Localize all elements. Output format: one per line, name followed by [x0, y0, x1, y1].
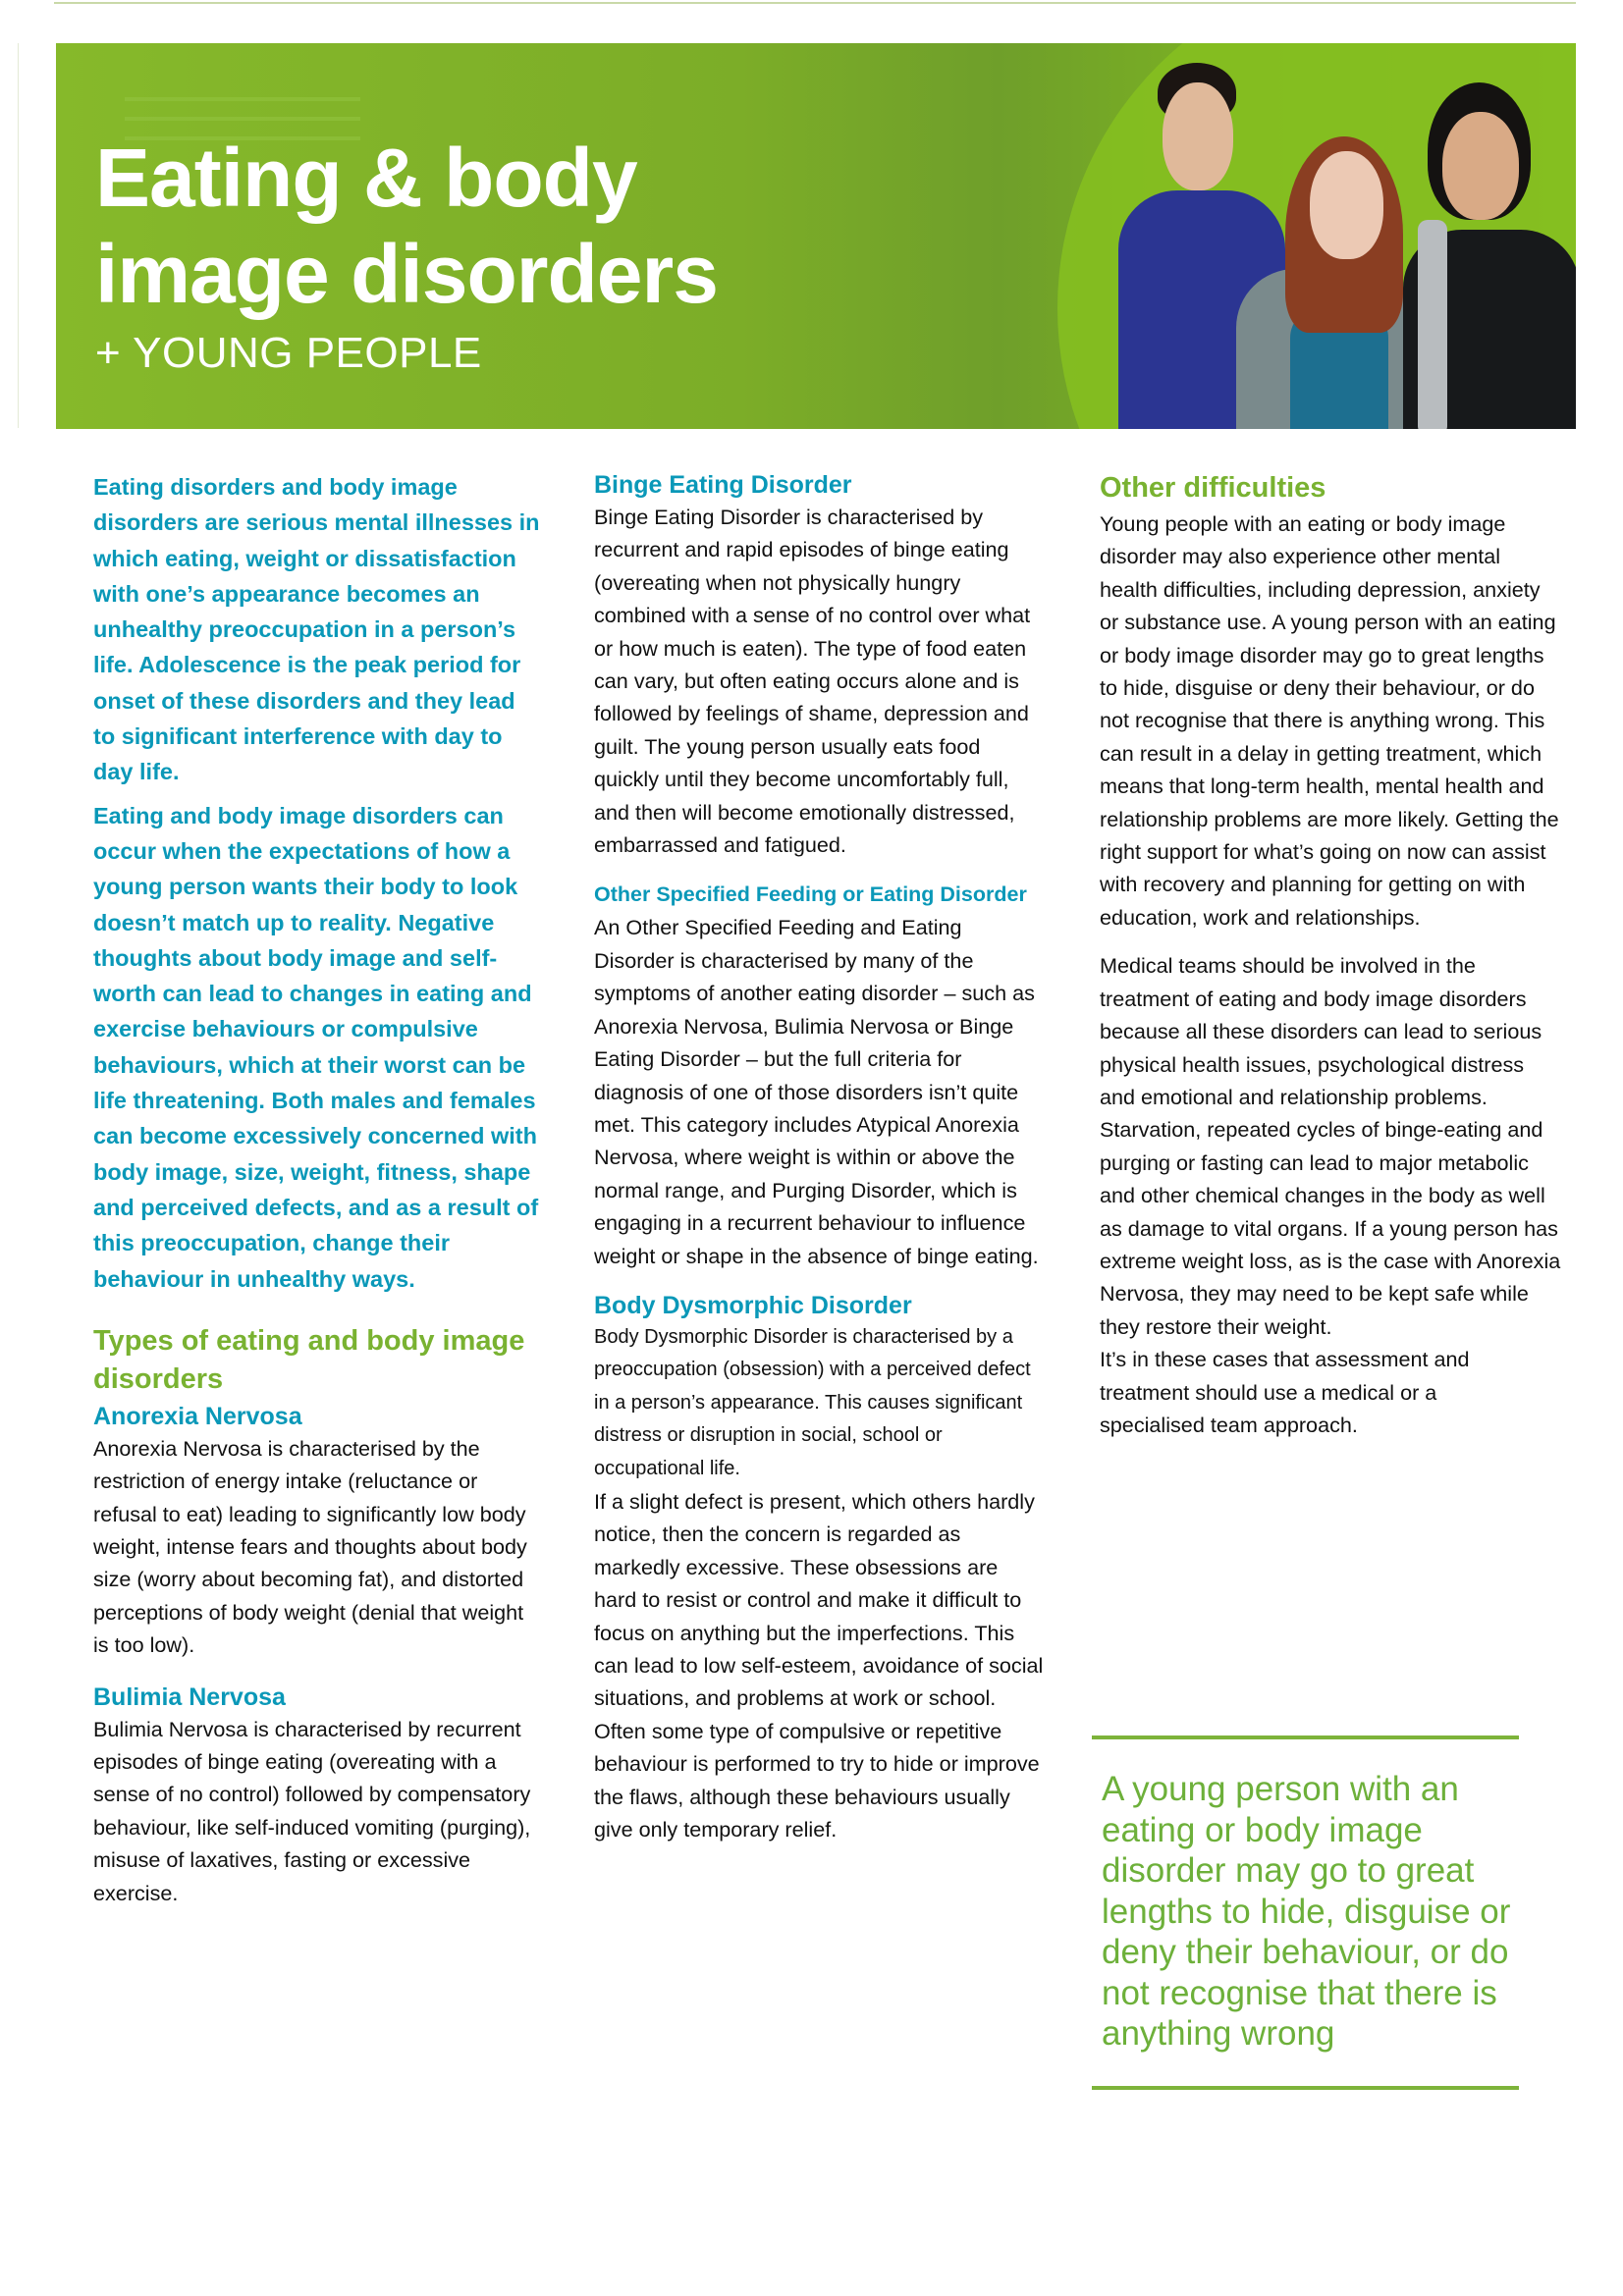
- bulimia-body: Bulimia Nervosa is characterised by recurrent episodes of binge eating (overeating with a sense of no control) followed by compensatory behaviour, like self-induced vomiting (purging), misuse of laxatives, fasting or excessive exercise.: [93, 1716, 531, 1905]
- types-heading: Types of eating and body image disorders: [93, 1324, 525, 1395]
- hero-photo: [1118, 43, 1576, 429]
- binge-eating-heading: Binge Eating Disorder: [594, 471, 852, 499]
- anorexia-heading: Anorexia Nervosa: [93, 1402, 302, 1430]
- page-title: [95, 130, 718, 322]
- pull-quote: [1092, 1735, 1519, 2090]
- intro-paragraph-2: Eating and body image disorders can occur when the expectations of how a young person wants their body to look doesn’t match up to reality. Negative thoughts about body image and self-worth can lead to changes in eating and exercise behaviours or compulsive behaviours, which at their worst can be life threatening. Both males and females can become excessively concerned with body image, size, weight, fitness, shape and perceived defects, and as a result of this preoccupation, change their behaviour in unhealthy ways.: [93, 802, 539, 1292]
- binge-eating-body: Binge Eating Disorder is characterised by recurrent and rapid episodes of binge eating (overeating when not physically hungry combined with a sense of no control over what or how much is eaten). The type of food eaten can vary, but often eating occurs alone and is followed by feelings of shame, depression and guilt. The young person usually eats food quickly until they become uncomfortably full, and then will become emotionally distressed, embarrassed and fatigued.: [594, 505, 1031, 858]
- bdd-heading: Body Dysmorphic Disorder: [594, 1291, 912, 1319]
- column-middle: [594, 469, 1046, 1845]
- bdd-body: Body Dysmorphic Disorder is characterised by a preoccupation (obsession) with a perceived defect in a person’s appearance. This causes significant distress or disruption in social, school or occupational life.: [594, 1325, 1031, 1479]
- top-rule: [54, 2, 1576, 4]
- left-rule: [18, 43, 19, 428]
- hero-banner: [56, 43, 1576, 429]
- intro-paragraph-1: Eating disorders and body image disorders are serious mental illnesses in which eating, weight or dissatisfaction with one’s appearance becomes an unhealthy preoccupation in a person’s life. Adolescence is the peak period for onset of these disorders and they lead to significant interference with day to day life.: [93, 474, 540, 785]
- banner-stripe: [125, 97, 360, 101]
- pull-quote-text: A young person with an eating or body image disorder may go to great lengths to hide, disguise or deny their behaviour, or do not recognise that there is anything wrong: [1102, 1770, 1511, 2053]
- banner-stripe: [125, 117, 360, 121]
- title-line-1: Eating & body: [95, 132, 637, 224]
- column-left: [93, 469, 540, 1909]
- other-difficulties-heading: Other difficulties: [1100, 472, 1326, 504]
- bdd-body-2: If a slight defect is present, which others hardly notice, then the concern is regarded as markedly excessive. These obsessions are hard to resist or control and make it difficult to focus on anything but the imperfections. This can lead to low self-esteem, avoidance of social situations, and problems at work or school. Often some type of compulsive or repetitive behaviour is performed to try to hide or improve the flaws, although these behaviours usually give only temporary relief.: [594, 1488, 1044, 1842]
- osfed-body: An Other Specified Feeding and Eating Disorder is characterised by many of the symptoms of another eating disorder – such as Anorexia Nervosa, Bulimia Nervosa or Binge Eating Disorder – but the full criteria for diagnosis of one of those disorders isn’t quite met. This category includes Atypical Anorexia Nervosa, where weight is within or above the normal range, and Purging Disorder, which is engaging in a recurrent behaviour to influence weight or shape in the absence of binge eating.: [594, 915, 1039, 1268]
- other-difficulties-paragraph-1: Young people with an eating or body image disorder may also experience other mental health difficulties, including depression, anxiety or substance use. A young person with an eating or body image disorder may go to great lengths to hide, disguise or deny their behaviour, or do not recognise that there is anything wrong. This can result in a delay in getting treatment, which means that long-term health, mental health and relationship problems are more likely. Getting the right support for what’s going on now can assist with recovery and planning for getting on with education, work and relationships.: [1100, 511, 1559, 930]
- other-difficulties-paragraph-2: Medical teams should be involved in the treatment of eating and body image disorders because all these disorders can lead to serious physical health issues, psychological distress and emotional and relationship problems. Starvation, repeated cycles of binge-eating and purging or fasting can lead to major metabolic and other chemical changes in the body as well as damage to vital organs. If a young person has extreme weight loss, as is the case with Anorexia Nervosa, they may need to be kept safe while they restore their weight.: [1100, 953, 1561, 1339]
- anorexia-body: Anorexia Nervosa is characterised by the restriction of energy intake (reluctance or refusal to eat) leading to significantly low body weight, intense fears and thoughts about body size (worry about becoming fat), and distorted perceptions of body weight (denial that weight is too low).: [93, 1435, 527, 1658]
- other-difficulties-paragraph-3: It’s in these cases that assessment and treatment should use a medical or a specialised team approach.: [1100, 1347, 1470, 1437]
- osfed-heading: Other Specified Feeding or Eating Disorder: [594, 882, 1027, 907]
- column-right: [1100, 469, 1561, 1441]
- title-line-2: image disorders: [95, 228, 718, 320]
- bulimia-heading: Bulimia Nervosa: [93, 1682, 286, 1711]
- page-subtitle: + YOUNG PEOPLE: [95, 329, 482, 377]
